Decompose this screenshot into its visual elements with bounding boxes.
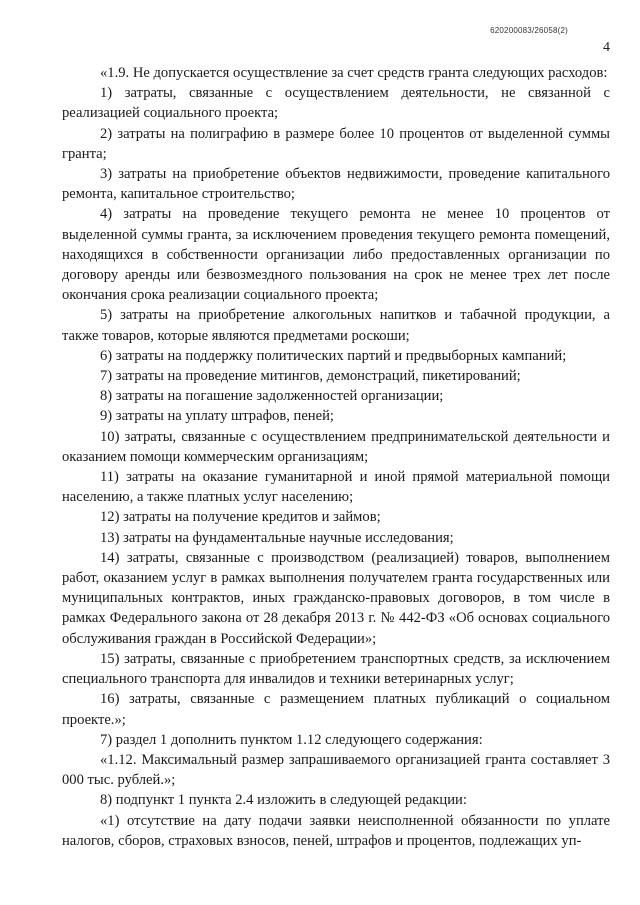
document-body <box>62 63 610 851</box>
paragraph: 12) затраты на получение кредитов и займов; <box>100 509 381 526</box>
paragraph: 6) затраты на поддержку политических партий и предвыборных кампаний; <box>100 347 567 364</box>
paragraph: 5) затраты на приобретение алкогольных напитков и табачной продукции, а также товаров, которые являются предметами роскоши; <box>62 307 610 344</box>
paragraph: 2) затраты на полиграфию в размере более 10 процентов от выделенной суммы гранта; <box>62 125 610 162</box>
paragraph: 7) затраты на проведение митингов, демонстраций, пикетирований; <box>100 368 521 385</box>
paragraph: 10) затраты, связанные с осуществлением предпринимательской деятельности и оказанием помощи коммерческим организациям; <box>62 428 610 465</box>
paragraph: «1.12. Максимальный размер запрашиваемого организацией гранта составляет 3 000 тыс. рублей.»; <box>62 751 610 789</box>
paragraph: 4) затраты на проведение текущего ремонта не менее 10 процентов от выделенной суммы гранта, за исключением проведения текущего ремонта помещений, находящихся в собственности организации либо предоставленных организации по договору аренды или безвозмездного пользования на срок не менее трех лет после окончания срока реализации социального проекта; <box>62 206 610 304</box>
paragraph: «1) отсутствие на дату подачи заявки неисполненной обязанности по уплате налогов, сборов, страховых взносов, пеней, штрафов и процентов, подлежащих уп- <box>62 812 610 849</box>
paragraph: «1.9. Не допускается осуществление за счет средств гранта следующих расходов: <box>100 65 608 81</box>
paragraph: 16) затраты, связанные с размещением платных публикаций о социальном проекте.»; <box>62 691 610 728</box>
paragraph: 7) раздел 1 дополнить пунктом 1.12 следующего содержания: <box>100 731 483 748</box>
document-id: 620200083/26058(2) <box>490 26 568 35</box>
paragraph: 15) затраты, связанные с приобретением транспортных средств, за исключением специального транспорта для инвалидов и техники ветеринарных услуг; <box>62 650 610 688</box>
paragraph: 3) затраты на приобретение объектов недвижимости, проведение капитального ремонта, капитальное строительство; <box>62 166 610 203</box>
paragraph: 1) затраты, связанные с осуществлением деятельности, не связанной с реализацией социального проекта; <box>62 85 610 122</box>
paragraph: 9) затраты на уплату штрафов, пеней; <box>100 408 334 425</box>
paragraph: 11) затраты на оказание гуманитарной и иной прямой материальной помощи населению, а также платных услуг населению; <box>62 469 610 506</box>
paragraph: 8) подпункт 1 пункта 2.4 изложить в следующей редакции: <box>100 792 467 809</box>
paragraph: 14) затраты, связанные с производством (реализацией) товаров, выполнением работ, оказанием услуг в рамках выполнения получателем гранта государственных или муниципальных контрактов, иных гражданско-правовых договоров, в том числе в рамках Федерального закона от 28 декабря 2013 г. № 442-ФЗ «Об основах социального обслуживания граждан в Российской Федерации»; <box>62 549 610 647</box>
page-number: 4 <box>603 40 610 55</box>
paragraph: 8) затраты на погашение задолженностей организации; <box>100 388 444 405</box>
paragraph: 13) затраты на фундаментальные научные исследования; <box>100 529 454 546</box>
